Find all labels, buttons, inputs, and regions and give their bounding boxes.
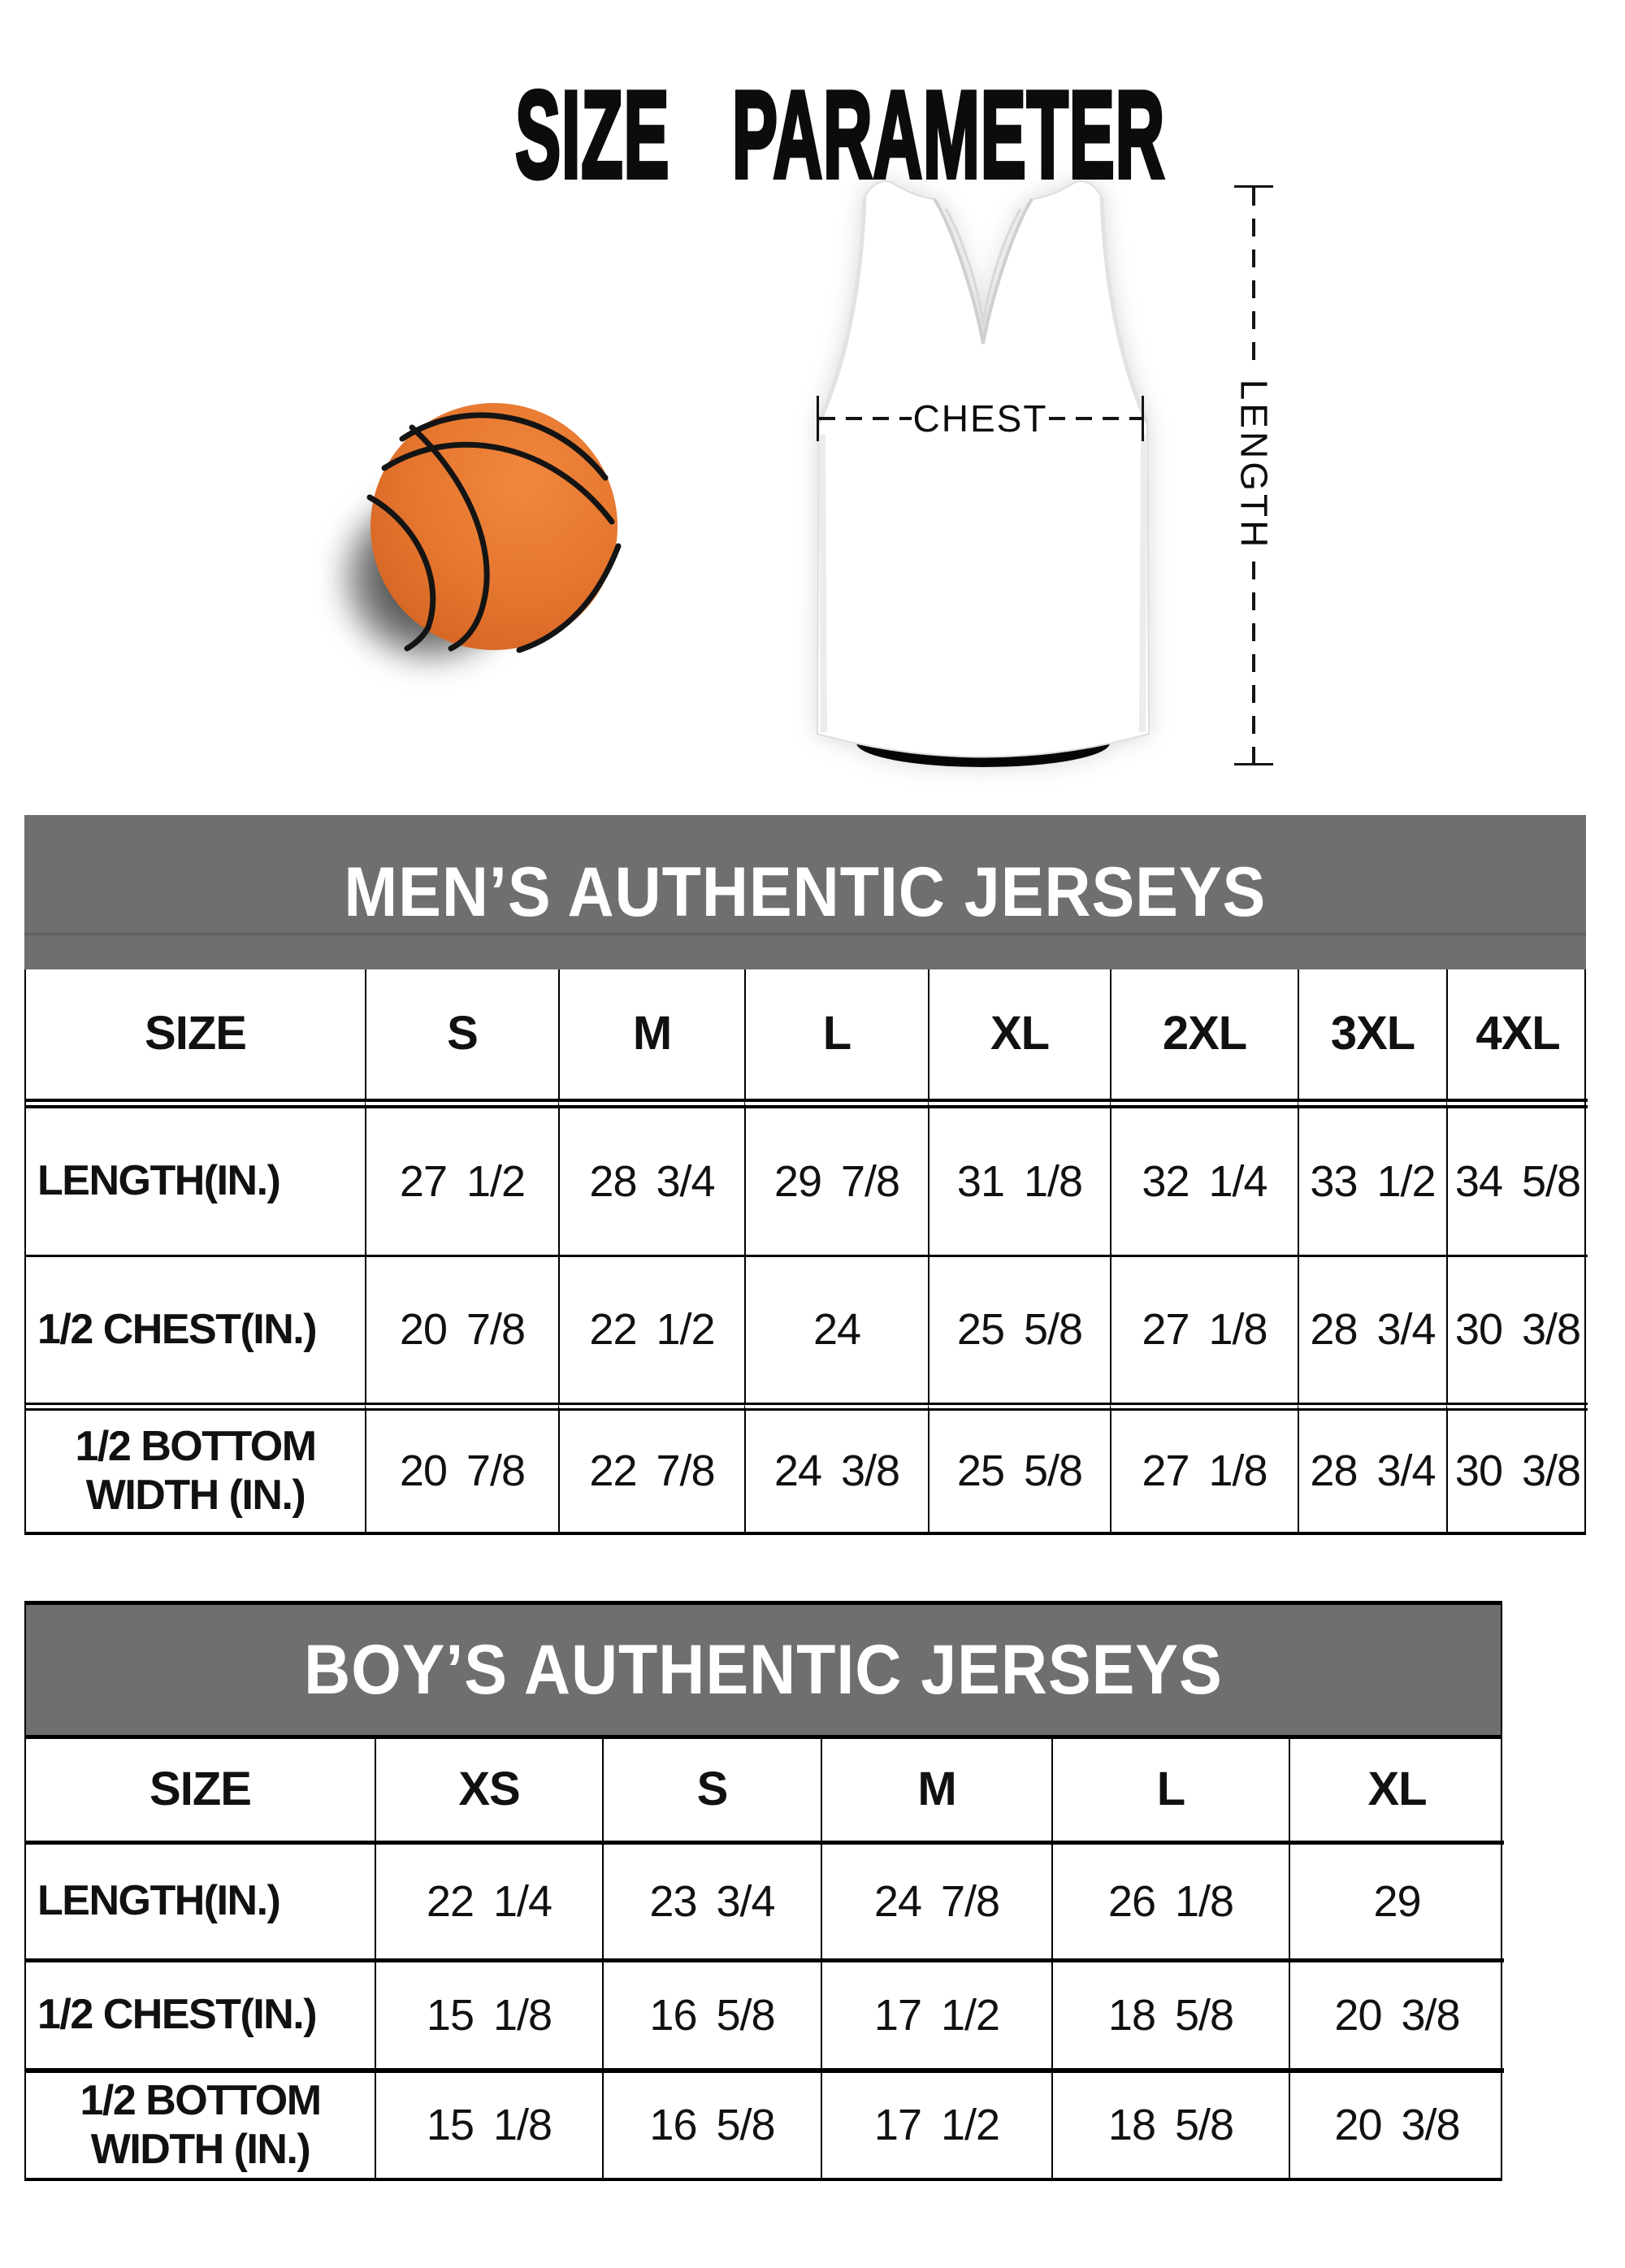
mens-bottom-xl: 25 5/8 [928,1403,1110,1532]
boys-length-xl: 29 [1289,1841,1504,1958]
mens-length-xl: 31 1/8 [928,1099,1110,1255]
boys-col-header-s: S [602,1739,821,1841]
measurement-diagram [0,0,1625,813]
boys-table-title: BOY’S AUTHENTIC JERSEYS [304,1630,1223,1709]
mens-length-l: 29 7/8 [744,1099,928,1255]
boys-table-header-bar [24,1601,1502,1739]
boys-bottom-s: 16 5/8 [602,2068,821,2178]
boys-length-s: 23 3/4 [602,1841,821,1958]
boys-col-header-size: SIZE [150,1763,251,1816]
jersey-icon [812,175,1154,768]
mens-col-header-s: S [365,969,558,1099]
boys-chest-m: 17 1/2 [821,1958,1051,2068]
mens-chest-l: 24 [744,1255,928,1403]
length-bottom-cap [1234,763,1273,765]
boys-bottom-xl: 20 3/8 [1289,2068,1504,2178]
length-measure-line [1234,185,1273,765]
mens-length-4xl: 34 5/8 [1446,1099,1588,1255]
mens-length-2xl: 32 1/4 [1110,1099,1298,1255]
boys-length-l: 26 1/8 [1051,1841,1289,1958]
mens-col-header-xl: XL [928,969,1110,1099]
mens-col-header-3xl: 3XL [1298,969,1446,1099]
chest-right-tick [1142,396,1144,441]
boys-bottom-m: 17 1/2 [821,2068,1051,2178]
mens-chest-3xl: 28 3/4 [1298,1255,1446,1403]
boys-col-header-m: M [821,1739,1051,1841]
mens-length-m: 28 3/4 [558,1099,744,1255]
mens-length-s: 27 1/2 [365,1099,558,1255]
chest-label: CHEST [912,397,1048,440]
boys-chest-s: 16 5/8 [602,1958,821,2068]
boys-row-label-length: LENGTH(IN.) [26,1841,375,1958]
boys-bottom-l: 18 5/8 [1051,2068,1289,2178]
mens-size-table [24,815,1586,1535]
mens-chest-s: 20 7/8 [365,1255,558,1403]
mens-bottom-l: 24 3/8 [744,1403,928,1532]
mens-chest-m: 22 1/2 [558,1255,744,1403]
mens-col-header-m: M [558,969,744,1099]
mens-row-label-bottom-width: 1/2 BOTTOM WIDTH (IN.) [26,1403,365,1532]
boys-chest-l: 18 5/8 [1051,1958,1289,2068]
length-dash-bottom [1252,562,1255,763]
mens-chest-xl: 25 5/8 [928,1255,1110,1403]
mens-table-grid [24,969,1586,1535]
mens-chest-2xl: 27 1/8 [1110,1255,1298,1403]
boys-row-label-chest: 1/2 CHEST(IN.) [26,1958,375,2068]
chest-dash-left [819,417,912,420]
boys-size-table [24,1601,1502,2181]
mens-length-3xl: 33 1/2 [1298,1099,1446,1255]
page-title-text: SIZE PARAMETER [515,66,1165,204]
boys-chest-xl: 20 3/8 [1289,1958,1504,2068]
mens-col-header-2xl: 2XL [1110,969,1298,1099]
length-label-box [1168,368,1340,562]
mens-bottom-s: 20 7/8 [365,1403,558,1532]
boys-bottom-xs: 15 1/8 [375,2068,602,2178]
basketball-icon [363,400,625,653]
chest-measure-line [817,396,1144,441]
boys-col-header-l: L [1051,1739,1289,1841]
mens-chest-4xl: 30 3/8 [1446,1255,1588,1403]
boys-length-xs: 22 1/4 [375,1841,602,1958]
mens-bottom-m: 22 7/8 [558,1403,744,1532]
boys-col-header-xl: XL [1289,1739,1504,1841]
mens-bottom-3xl: 28 3/4 [1298,1403,1446,1532]
length-dash-top [1252,188,1255,368]
boys-chest-xs: 15 1/8 [375,1958,602,2068]
mens-table-header-bar [24,815,1586,969]
boys-col-header-xs: XS [375,1739,602,1841]
boys-table-grid [24,1739,1502,2181]
mens-row-label-chest: 1/2 CHEST(IN.) [26,1255,365,1403]
mens-bottom-4xl: 30 3/8 [1446,1403,1588,1532]
boys-row-label-bottom-width: 1/2 BOTTOM WIDTH (IN.) [26,2068,375,2178]
mens-col-header-4xl: 4XL [1446,969,1588,1099]
boys-length-m: 24 7/8 [821,1841,1051,1958]
length-label: LENGTH [1233,379,1275,551]
mens-row-label-length: LENGTH(IN.) [26,1099,365,1255]
chest-dash-right [1049,417,1142,420]
mens-bottom-2xl: 27 1/8 [1110,1403,1298,1532]
mens-col-header-l: L [744,969,928,1099]
mens-col-header-size: SIZE [145,1007,246,1060]
mens-table-title: MEN’S AUTHENTIC JERSEYS [344,852,1267,931]
